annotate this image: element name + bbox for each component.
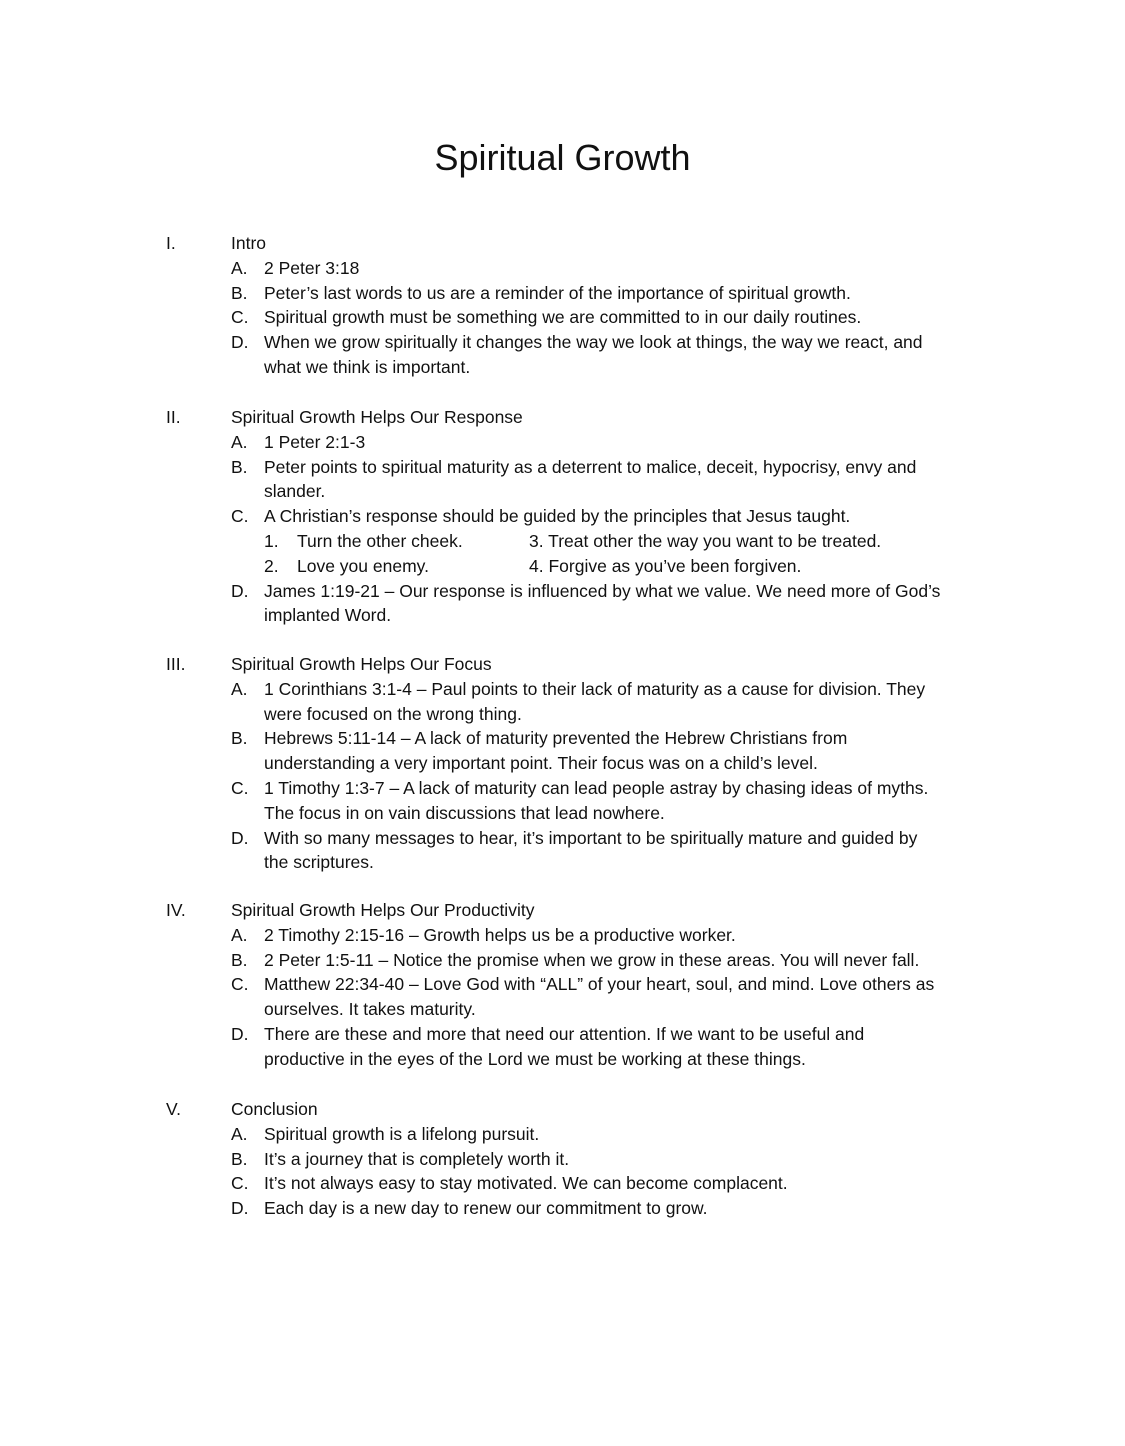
subpoint-text: Love you enemy. <box>297 555 429 576</box>
subpoint-row <box>0 529 1125 554</box>
section-heading: Spiritual Growth Helps Our Productivity <box>231 900 535 920</box>
item-letter: B. <box>231 728 248 749</box>
list-item-continuation <box>0 603 1125 628</box>
section-heading-line <box>0 405 1125 430</box>
item-letter: B. <box>231 456 248 477</box>
item-letter: D. <box>231 1023 249 1044</box>
item-text: implanted Word. <box>264 605 392 626</box>
list-item <box>0 1196 1125 1221</box>
item-letter: D. <box>231 827 249 848</box>
list-item <box>0 455 1125 480</box>
list-item <box>0 948 1125 973</box>
item-text: It’s a journey that is completely worth it. <box>264 1148 570 1169</box>
list-item <box>0 256 1125 281</box>
item-letter: A. <box>231 431 248 452</box>
item-letter: A. <box>231 678 248 699</box>
item-text: Peter points to spiritual maturity as a deterrent to malice, deceit, hypocrisy, envy and <box>264 456 917 477</box>
document-title: Spiritual Growth <box>434 137 691 178</box>
section-numeral: II. <box>166 407 181 427</box>
item-letter: D. <box>231 332 249 353</box>
item-text: Matthew 22:34-40 – Love God with “ALL” of your heart, soul, and mind. Love others as <box>264 974 935 995</box>
item-text: There are these and more that need our attention. If we want to be useful and <box>264 1023 865 1044</box>
section-conclusion <box>0 1097 1125 1221</box>
list-item <box>0 305 1125 330</box>
list-item-continuation <box>0 1047 1125 1072</box>
section-heading: Spiritual Growth Helps Our Response <box>231 407 523 427</box>
item-text: 2 Peter 1:5-11 – Notice the promise when we grow in these areas. You will never fall. <box>264 949 920 970</box>
section-intro <box>0 231 1125 380</box>
section-heading: Conclusion <box>231 1099 318 1119</box>
item-text: slander. <box>264 481 326 502</box>
list-item <box>0 1122 1125 1147</box>
list-item <box>0 281 1125 306</box>
item-text: Each day is a new day to renew our commitment to grow. <box>264 1198 708 1219</box>
item-text: 1 Peter 2:1-3 <box>264 431 366 452</box>
list-item-continuation <box>0 751 1125 776</box>
list-item-continuation <box>0 997 1125 1022</box>
subpoint-text: Treat other the way you want to be treated. <box>548 530 882 551</box>
list-item <box>0 826 1125 851</box>
section-numeral: V. <box>166 1099 181 1119</box>
item-letter: D. <box>231 580 249 601</box>
section-focus <box>0 652 1125 875</box>
item-text: When we grow spiritually it changes the way we look at things, the way we react, and <box>264 332 923 353</box>
item-letter: C. <box>231 506 249 527</box>
subpoint-text: Forgive as you’ve been forgiven. <box>548 555 802 576</box>
item-text: ourselves. It takes maturity. <box>264 999 476 1020</box>
item-letter: C. <box>231 974 249 995</box>
section-numeral: I. <box>166 233 176 253</box>
item-letter: C. <box>231 307 249 328</box>
list-item <box>0 579 1125 604</box>
item-text: Hebrews 5:11-14 – A lack of maturity prevented the Hebrew Christians from <box>264 728 848 749</box>
list-item <box>0 1147 1125 1172</box>
list-item-continuation <box>0 702 1125 727</box>
section-numeral: III. <box>166 654 186 674</box>
item-text: 2 Peter 3:18 <box>264 257 360 278</box>
section-heading-line <box>0 1097 1125 1122</box>
item-text: what we think is important. <box>264 356 471 377</box>
subpoint-text: Turn the other cheek. <box>297 530 463 551</box>
item-text: 2 Timothy 2:15-16 – Growth helps us be a productive worker. <box>264 924 736 945</box>
item-text: 1 Timothy 1:3-7 – A lack of maturity can lead people astray by chasing ideas of myths. <box>264 777 929 798</box>
item-text: were focused on the wrong thing. <box>264 703 522 724</box>
list-item <box>0 430 1125 455</box>
section-heading-line <box>0 231 1125 256</box>
item-text: Peter’s last words to us are a reminder of the importance of spiritual growth. <box>264 282 851 303</box>
item-letter: C. <box>231 1173 249 1194</box>
list-item-continuation <box>0 355 1125 380</box>
list-item <box>0 330 1125 355</box>
item-text: With so many messages to hear, it’s important to be spiritually mature and guided by <box>264 827 918 848</box>
list-item <box>0 776 1125 801</box>
list-item-continuation <box>0 479 1125 504</box>
section-heading-line <box>0 898 1125 923</box>
item-text: The focus in on vain discussions that lead nowhere. <box>264 802 665 823</box>
list-item-continuation <box>0 801 1125 826</box>
subpoint-row <box>0 554 1125 579</box>
item-letter: B. <box>231 949 248 970</box>
section-heading: Spiritual Growth Helps Our Focus <box>231 654 492 674</box>
item-text: the scriptures. <box>264 852 374 873</box>
list-item <box>0 726 1125 751</box>
subpoint-right <box>529 529 881 554</box>
subpoint-number: 1. <box>264 530 279 551</box>
item-text: A Christian’s response should be guided by the principles that Jesus taught. <box>264 506 851 527</box>
list-item <box>0 504 1125 529</box>
list-item <box>0 677 1125 702</box>
item-text: understanding a very important point. Their focus was on a child’s level. <box>264 753 818 774</box>
section-response <box>0 405 1125 628</box>
item-text: James 1:19-21 – Our response is influenced by what we value. We need more of God’s <box>264 580 941 601</box>
item-text: productive in the eyes of the Lord we must be working at these things. <box>264 1048 806 1069</box>
subpoint-number: 3. <box>529 530 544 551</box>
subpoint-number: 4. <box>529 555 544 576</box>
list-item <box>0 1022 1125 1047</box>
list-item <box>0 923 1125 948</box>
list-item-continuation <box>0 850 1125 875</box>
item-letter: A. <box>231 1123 248 1144</box>
section-numeral: IV. <box>166 900 186 920</box>
item-letter: A. <box>231 924 248 945</box>
item-letter: B. <box>231 1148 248 1169</box>
item-text: It’s not always easy to stay motivated. We can become complacent. <box>264 1173 788 1194</box>
item-text: 1 Corinthians 3:1-4 – Paul points to their lack of maturity as a cause for division. They <box>264 678 926 699</box>
subpoint-number: 2. <box>264 555 279 576</box>
subpoint-right <box>529 554 801 579</box>
section-heading-line <box>0 652 1125 677</box>
item-letter: C. <box>231 777 249 798</box>
list-item <box>0 1171 1125 1196</box>
list-item <box>0 972 1125 997</box>
item-text: Spiritual growth is a lifelong pursuit. <box>264 1123 540 1144</box>
item-text: Spiritual growth must be something we are committed to in our daily routines. <box>264 307 862 328</box>
item-letter: D. <box>231 1198 249 1219</box>
section-productivity <box>0 898 1125 1072</box>
item-letter: A. <box>231 257 248 278</box>
section-heading: Intro <box>231 233 267 253</box>
item-letter: B. <box>231 282 248 303</box>
